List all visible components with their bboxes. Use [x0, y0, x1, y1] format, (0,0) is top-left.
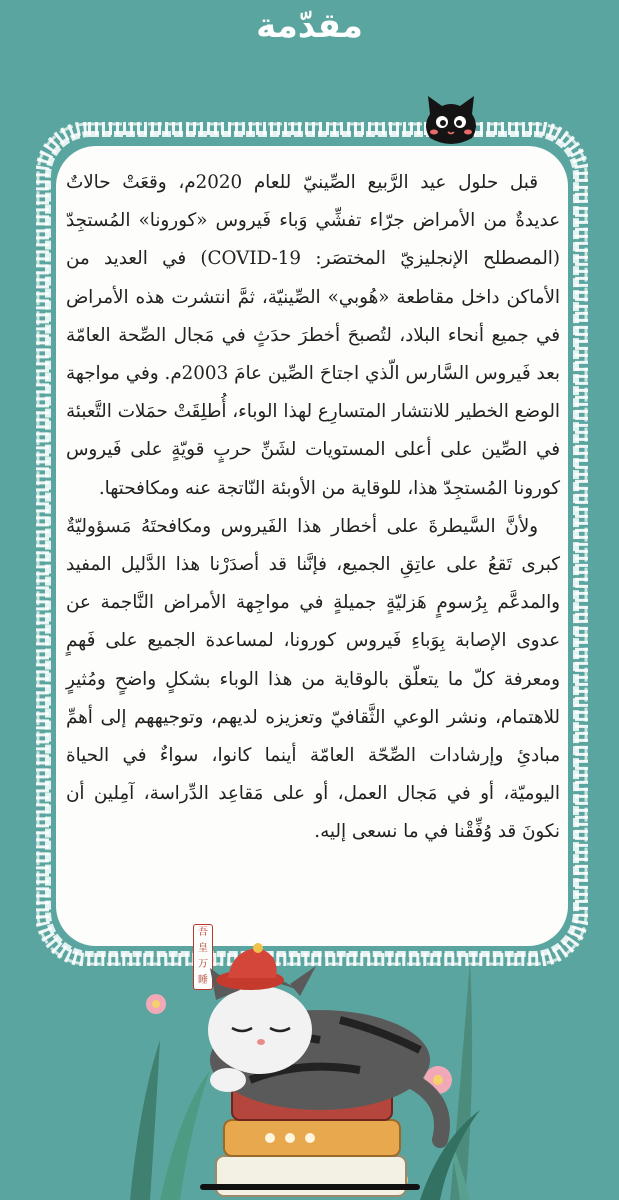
paragraph-1: قبل حلول عيد الرَّبيع الصِّينيّ للعام 2020م، وقعَتْ حالاتٌ عديدةٌ من الأمراض جرّاء تفشِّي وَباء فَيروس «كورونا» المُستجِدّ (المصطلح الإنجليزيّ المختصَر: COVID-19) في العديد من الأماكن داخل مقاطعة «هُوبي» الصِّينيّة، ثمَّ انتشرت هذه الأمراض في جميع أنحاء البلاد، لتُصبحَ أخطرَ حدَثٍ في مَجال الصِّحة العامّة بعد فَيروس السَّارس الّذي اجتاحَ الصِّين عامَ 2003م. وفي مواجهة الوضع الخطير للانتشار المتسارِع لهذا الوباء، أُطلِقَتْ حمَلات التَّعبئة في الصِّين على أعلى المستويات لشَنِّ حربٍ قويّةٍ على فَيروس كورونا المُستجِدّ هذا، للوقاية من الأوبئة النّاتجة عنه ومكافحتها. [66, 172, 560, 499]
home-indicator[interactable] [200, 1184, 420, 1190]
page-title: مقدّمة [256, 6, 363, 46]
paragraph-2: ولأنَّ السَّيطرةَ على أخطار هذا الفَيروس ومكافحتَهُ مَسؤوليّةٌ كبرى تَقعُ على عاتِقِ الجميع، فإنَّنا قد أصدَرْنا هذا الدَّليل المفيد والمدعَّم بِرُسومٍ هَزليّةٍ جميلةٍ في مواجِهة الأمراض النَّاجمة عن عدوى الإصابة بِوَباءِ فَيروس كورونا، لمساعدة الجميع على فَهمٍ ومعرفة كلّ ما يتعلّق بالوقاية من هذا الوباء بشكلٍ واضحٍ ومُثيرٍ للاهتمام، ونشر الوعي الثَّقافيّ وتعزيزه لديهم، وتوجيههم إلى أهمِّ مبادئِ وإرشادات الصِّحّة العامّة أينما كانوا، سواءٌ في الحياة اليوميّة، أو في مَجال العمل، أو على مَقاعِد الدِّراسة، آمِلين أن نكونَ قد وُفِّقْنا في ما نسعى إليه. [66, 515, 560, 843]
intro-text [66, 164, 560, 852]
seal-char: 万 [198, 959, 208, 970]
seal-char: 皇 [198, 943, 208, 954]
seal-char: 吾 [198, 927, 208, 938]
black-cat-icon [420, 92, 482, 148]
sleeping-cat-on-books-illustration [120, 940, 500, 1200]
seal-char: 睡 [198, 975, 208, 986]
red-hat-icon [216, 943, 284, 990]
